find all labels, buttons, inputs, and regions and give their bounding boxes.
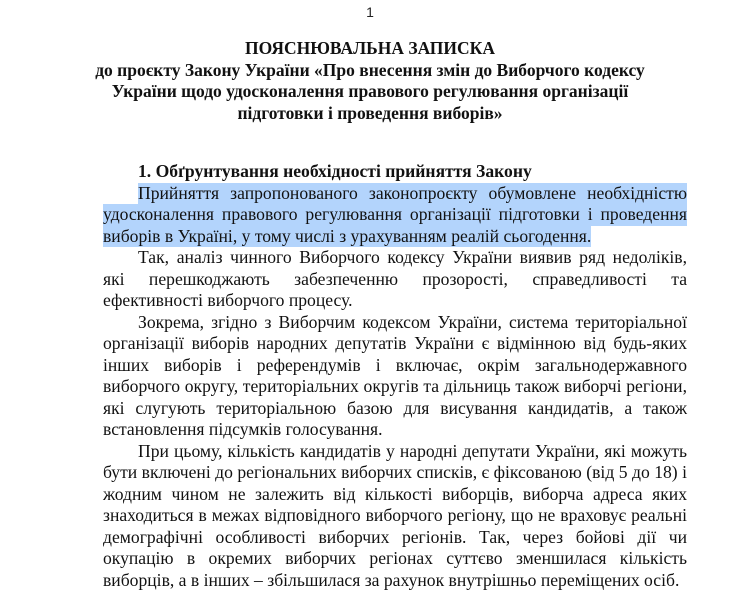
title-line-3: України щодо удосконалення правового регулювання організації: [0, 81, 740, 103]
title-line-2: до проєкту Закону України «Про внесення змін до Виборчого кодексу: [0, 60, 740, 82]
paragraph: [103, 247, 687, 312]
text-line: При цьому, кількість кандидатів у народні депутати України, які можуть: [103, 441, 687, 463]
document-body[interactable]: [103, 161, 687, 591]
text-line: встановлення підсумків голосування.: [103, 419, 687, 441]
page-number: 1: [0, 4, 740, 20]
text-line: які перешкоджають забезпеченню прозорості, справедливості та: [103, 269, 687, 291]
document-title: [0, 38, 740, 124]
paragraph: [103, 441, 687, 591]
text-line: ефективності виборчого процесу.: [103, 290, 687, 312]
title-line-1: ПОЯСНЮВАЛЬНА ЗАПИСКА: [0, 38, 740, 60]
text-line: Зокрема, згідно з Виборчим кодексом України, система територіальної: [103, 312, 687, 334]
text-line: окупацію в окремих виборчих регіонах суттєво зменшилася кількість: [103, 548, 687, 570]
text-line: Так, аналіз чинного Виборчого кодексу України виявив ряд недоліків,: [103, 247, 687, 269]
section-heading: 1. Обґрунтування необхідності прийняття Закону: [103, 161, 687, 183]
text-line: Прийняття запропонованого законопроєкту обумовлене необхідністю: [103, 183, 687, 205]
text-line: удосконалення правового регулювання організації підготовки і проведення: [103, 204, 687, 226]
text-line: які слугують територіальною базою для висування кандидатів, а також: [103, 398, 687, 420]
text-line: демографічні особливості виборчих регіонів. Так, через бойові дії чи: [103, 527, 687, 549]
text-line: виборів в Україні, у тому числі з урахуванням реалій сьогодення.: [103, 226, 591, 248]
title-line-4: підготовки і проведення виборів»: [0, 103, 740, 125]
text-line: інших виборів і референдумів і включає, окрім загальнодержавного: [103, 355, 687, 377]
text-line: організації виборів народних депутатів України є відмінною від будь-яких: [103, 333, 687, 355]
paragraph-selected[interactable]: [103, 183, 687, 248]
paragraph: [103, 312, 687, 441]
text-line: знаходиться в межах відповідного виборчого регіону, що не враховує реальні: [103, 505, 687, 527]
text-line: бути включені до регіональних виборчих списків, є фіксованою (від 5 до 18) і: [103, 462, 687, 484]
text-line: жодним чином не залежить від кількості виборців, виборча адреса яких: [103, 484, 687, 506]
text-line: виборчого округу, територіальних округів та дільниць також виборчі регіони,: [103, 376, 687, 398]
text-line: виборців, а в інших – збільшилася за рахунок внутрішньо переміщених осіб.: [103, 570, 687, 591]
